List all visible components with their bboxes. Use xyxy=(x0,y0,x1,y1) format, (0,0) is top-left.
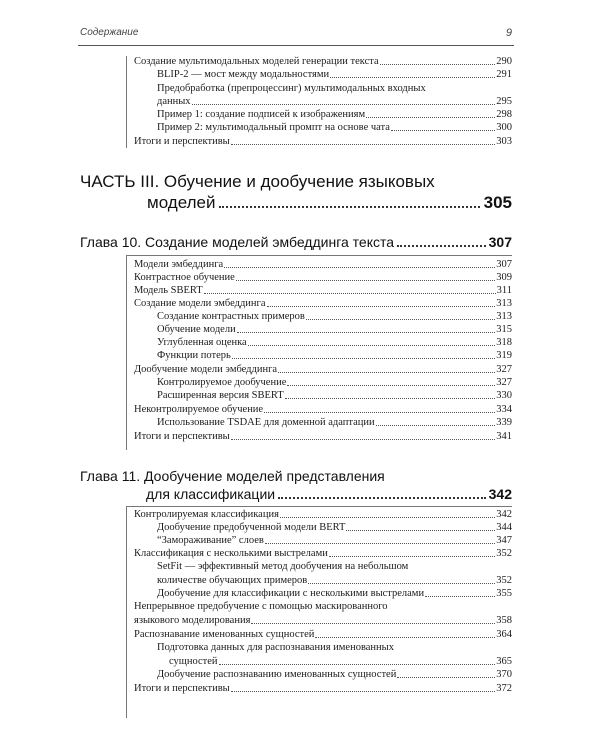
chapter-heading[interactable]: Глава 11. Дообучение моделей представления xyxy=(80,468,385,484)
toc-entry-line[interactable]: Предобработка (препроцессинг) мультимодальных входных xyxy=(157,83,426,94)
toc-entry[interactable]: Дообучение предобученной модели BERT 344 xyxy=(157,522,512,533)
toc-entry[interactable]: данных 295 xyxy=(157,96,512,107)
chapter-rule xyxy=(126,255,512,256)
toc-entry[interactable]: Пример 2: мультимодальный промпт на основе чата 300 xyxy=(157,122,512,133)
toc-entry[interactable]: Обучение модели 315 xyxy=(157,324,512,335)
toc-entry[interactable]: Дообучение для классификации с несколькими выстрелами 355 xyxy=(157,588,512,599)
running-header-title: Содержание xyxy=(80,27,139,38)
toc-entry[interactable]: Использование TSDAE для доменной адаптации 339 xyxy=(157,417,512,428)
page-number: 9 xyxy=(505,27,512,39)
toc-entry[interactable]: Создание модели эмбеддинга 313 xyxy=(134,298,512,309)
toc-entry[interactable]: Функции потерь 319 xyxy=(157,350,512,361)
toc-entry[interactable]: Контрастное обучение 309 xyxy=(134,272,512,283)
toc-bracket xyxy=(126,255,127,450)
chapter-rule xyxy=(126,506,512,507)
toc-entry[interactable]: Модели эмбеддинга 307 xyxy=(134,259,512,270)
toc-entry[interactable]: языкового моделирования 358 xyxy=(134,615,512,626)
part-entry[interactable]: моделей 305 xyxy=(147,193,512,212)
toc-entry[interactable]: Дообучение распознаванию именованных сущностей 370 xyxy=(157,669,512,680)
chapter-heading[interactable]: Глава 10. Создание моделей эмбеддинга текста 307 xyxy=(80,234,512,250)
toc-entry[interactable]: “Замораживание” слоев 347 xyxy=(157,535,512,546)
toc-entry-line[interactable]: Непрерывное предобучение с помощью маскированного xyxy=(134,601,388,612)
toc-entry[interactable]: Дообучение модели эмбеддинга 327 xyxy=(134,364,512,375)
toc-bracket xyxy=(126,506,127,718)
toc-bracket xyxy=(126,56,127,148)
toc-entry-line[interactable]: SetFit — эффективный метод дообучения на небольшом xyxy=(157,561,409,572)
toc-entry[interactable]: Итоги и перспективы 341 xyxy=(134,431,512,442)
toc-entry[interactable]: количестве обучающих примеров 352 xyxy=(157,575,512,586)
chapter-heading[interactable]: для классификации 342 xyxy=(146,486,512,502)
toc-entry[interactable]: Распознавание именованных сущностей 364 xyxy=(134,629,512,640)
toc-entry[interactable]: Расширенная версия SBERT 330 xyxy=(157,390,512,401)
toc-entry[interactable]: Пример 1: создание подписей к изображениям 298 xyxy=(157,109,512,120)
toc-entry[interactable]: Модель SBERT 311 xyxy=(134,285,512,296)
toc-entry[interactable]: Итоги и перспективы 303 xyxy=(134,136,512,147)
toc-entry[interactable]: Контролируемая классификация 342 xyxy=(134,509,512,520)
toc-entry[interactable]: BLIP-2 — мост между модальностями 291 xyxy=(157,69,512,80)
part-title[interactable]: ЧАСТЬ III. Обучение и дообучение языковых xyxy=(80,172,435,191)
toc-entry[interactable]: Неконтролируемое обучение 334 xyxy=(134,404,512,415)
toc-entry[interactable]: Контролируемое дообучение 327 xyxy=(157,377,512,388)
toc-entry[interactable]: Создание мультимодальных моделей генерации текста 290 xyxy=(134,56,512,67)
toc-entry[interactable]: Классификация с несколькими выстрелами 352 xyxy=(134,548,512,559)
toc-entry[interactable]: Итоги и перспективы 372 xyxy=(134,683,512,694)
toc-entry[interactable]: Создание контрастных примеров 313 xyxy=(157,311,512,322)
toc-entry-line[interactable]: Подготовка данных для распознавания именованных xyxy=(157,642,394,653)
toc-entry[interactable]: сущностей 365 xyxy=(169,656,512,667)
toc-entry[interactable]: Углубленная оценка 318 xyxy=(157,337,512,348)
